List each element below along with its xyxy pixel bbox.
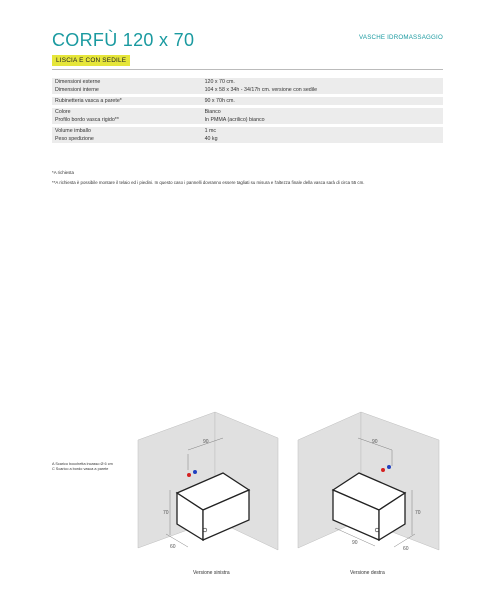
spec-row	[52, 127, 443, 135]
spec-label: Dimensioni interne	[52, 86, 199, 94]
left-version-drawing	[138, 412, 278, 550]
left-version-caption: Versione sinistra	[193, 570, 230, 576]
spec-row	[52, 78, 443, 86]
spec-value: 40 kg	[199, 135, 443, 143]
height-dimension-label: 70	[415, 510, 421, 516]
legend-item: C Scarico a bordo vasca a parete	[52, 467, 109, 471]
spec-row	[52, 86, 443, 94]
spec-value: 90 x 70h cm.	[199, 97, 443, 105]
spec-value: 104 x 58 x 34h - 34/17h cm. versione con sedile	[199, 86, 443, 94]
bottom-width-dimension-label: 90	[352, 540, 358, 546]
spec-value: In PMMA (acrilico) bianco	[199, 116, 443, 124]
side-dimension-label: 60	[170, 544, 176, 550]
installation-drawings	[130, 410, 450, 568]
spec-label: Colore	[52, 108, 199, 116]
category-label: VASCHE IDROMASSAGGIO	[359, 34, 443, 41]
height-dimension-label: 70	[163, 510, 169, 516]
spec-label: Volume imballo	[52, 127, 199, 135]
spec-table	[52, 78, 443, 143]
hot-tap-marker-icon	[381, 468, 385, 472]
cold-tap-marker-icon	[193, 470, 197, 474]
subtitle-badge: LISCIA E CON SEDILE	[52, 55, 130, 66]
spec-label: Peso spedizione	[52, 135, 199, 143]
hot-tap-marker-icon	[187, 473, 191, 477]
spec-value: 120 x 70 cm.	[199, 78, 443, 86]
spec-row	[52, 135, 443, 143]
right-version-drawing	[298, 412, 439, 552]
side-dimension-label: 60	[403, 546, 409, 552]
spec-label: Rubinetteria vasca a parete*	[52, 97, 199, 105]
width-dimension-label: 90	[203, 439, 209, 445]
spec-label: Profilo bordo vasca rigido**	[52, 116, 199, 124]
page-title: CORFÙ 120 x 70	[52, 30, 195, 50]
spec-row	[52, 116, 443, 124]
spec-value: Bianco	[199, 108, 443, 116]
right-version-caption: Versione destra	[350, 570, 385, 576]
spec-row	[52, 97, 443, 105]
cold-tap-marker-icon	[387, 465, 391, 469]
header-divider	[52, 69, 443, 70]
drawing-legend	[52, 462, 113, 472]
footnote: *A richiesta	[52, 170, 74, 175]
width-dimension-label: 90	[372, 439, 378, 445]
spec-row	[52, 108, 443, 116]
spec-label: Dimensioni esterne	[52, 78, 199, 86]
spec-value: 1 mc	[199, 127, 443, 135]
footnote: **A richiesta è possibile montare il telaio ed i piedini. In questo caso i pannelli dovranno essere tagliati su misura e l'altezza finale della vasca sarà di circa 55 cm.	[52, 180, 365, 185]
legend-item: A Scarico bocchetta incasso Ø 6 cm	[52, 462, 113, 466]
footnotes	[52, 168, 365, 188]
